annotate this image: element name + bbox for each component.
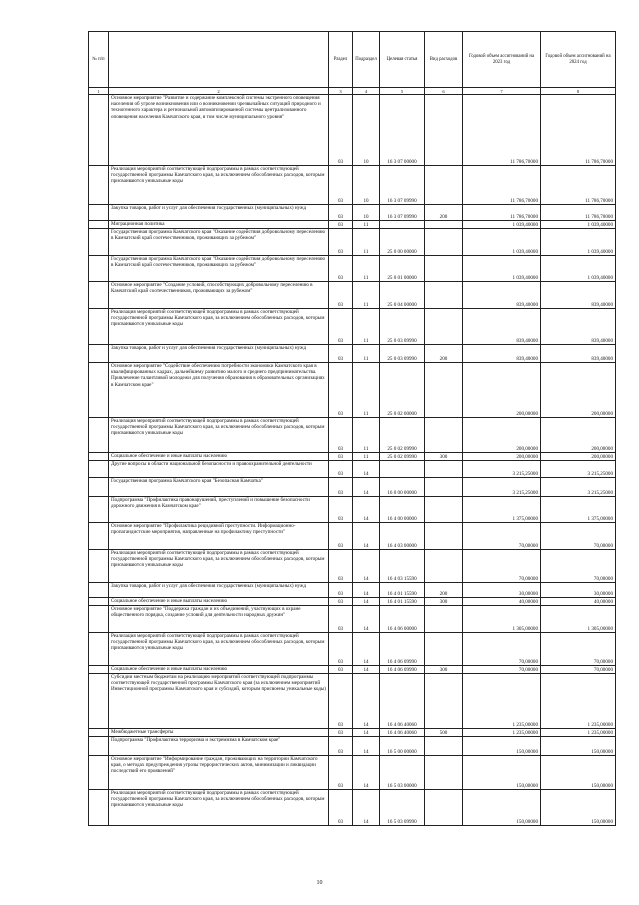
header-row (89, 32, 616, 88)
table-row (89, 729, 616, 737)
row-number-cell (89, 418, 109, 453)
header-cell-2024: Годовой объем ассигнований на 2024 год (541, 32, 616, 88)
table-row (89, 633, 616, 666)
row-vid-cell: 200 (425, 583, 463, 598)
column-number: 3 (329, 88, 353, 95)
row-podrazdel-cell: 14 (353, 478, 380, 497)
row-value-2023-cell: 200,00000 (463, 418, 541, 453)
table-row (89, 166, 616, 205)
row-podrazdel-cell: 14 (353, 790, 380, 826)
page-number: 10 (316, 880, 323, 886)
row-number-cell (89, 166, 109, 205)
row-value-2024-cell: 11 786,70000 (541, 205, 616, 221)
column-number: 8 (541, 88, 616, 95)
row-name-cell: Реализация мероприятий соответствующей подпрограммы в рамках соответствующей государственной программы Камчатского края, за исключением обособленных расходов, которым присваиваются уникальные коды (109, 633, 329, 666)
row-vid-cell: 300 (425, 598, 463, 606)
row-value-2024-cell: 70,00000 (541, 523, 616, 550)
table-row (89, 583, 616, 598)
row-number-cell (89, 674, 109, 729)
row-razdel-cell: 03 (329, 790, 353, 826)
row-name-cell: Социальное обеспечение и иные выплаты населению (109, 598, 329, 606)
table-row (89, 756, 616, 790)
row-value-2024-cell: 1 039,40000 (541, 256, 616, 282)
row-statya-cell: 25 0 02 09990 (380, 453, 425, 461)
row-value-2023-cell: 70,00000 (463, 550, 541, 583)
row-vid-cell: 200 (425, 345, 463, 363)
row-statya-cell: 16 5 03 00000 (380, 756, 425, 790)
header-cell-name (109, 32, 329, 88)
row-number-cell (89, 497, 109, 523)
row-value-2024-cell: 839,40000 (541, 309, 616, 345)
row-statya-cell: 16 3 07 09990 (380, 166, 425, 205)
row-value-2023-cell: 1 039,40000 (463, 256, 541, 282)
table-body (89, 95, 616, 826)
row-number-cell (89, 598, 109, 606)
row-value-2023-cell: 839,40000 (463, 309, 541, 345)
row-number-cell (89, 205, 109, 221)
row-value-2023-cell: 11 786,70000 (463, 166, 541, 205)
row-razdel-cell: 03 (329, 95, 353, 166)
row-razdel-cell: 03 (329, 550, 353, 583)
row-number-cell (89, 95, 109, 166)
row-razdel-cell: 03 (329, 309, 353, 345)
row-podrazdel-cell: 11 (353, 309, 380, 345)
row-value-2023-cell: 40,00000 (463, 598, 541, 606)
row-vid-cell (425, 497, 463, 523)
row-podrazdel-cell: 14 (353, 550, 380, 583)
row-value-2023-cell: 150,00000 (463, 756, 541, 790)
row-razdel-cell: 03 (329, 497, 353, 523)
row-razdel-cell: 03 (329, 453, 353, 461)
row-value-2023-cell: 1 235,00000 (463, 674, 541, 729)
row-podrazdel-cell: 11 (353, 453, 380, 461)
row-podrazdel-cell: 14 (353, 729, 380, 737)
row-vid-cell: 300 (425, 453, 463, 461)
row-number-cell (89, 666, 109, 674)
row-number-cell (89, 256, 109, 282)
table-row (89, 205, 616, 221)
row-number-cell (89, 790, 109, 826)
row-razdel-cell: 03 (329, 598, 353, 606)
column-number: 1 (89, 88, 109, 95)
row-statya-cell: 16 5 03 09990 (380, 790, 425, 826)
row-podrazdel-cell: 14 (353, 523, 380, 550)
row-name-cell: Другие вопросы в области национальной безопасности и правоохранительной деятельности (109, 461, 329, 478)
row-podrazdel-cell: 14 (353, 598, 380, 606)
row-statya-cell: 25 0 04 00000 (380, 282, 425, 309)
row-statya-cell: 16 5 00 00000 (380, 737, 425, 756)
header-cell-vid: Вид расходов (425, 32, 463, 88)
row-statya-cell: 16 3 07 00000 (380, 95, 425, 166)
row-number-cell (89, 729, 109, 737)
row-value-2023-cell: 839,40000 (463, 282, 541, 309)
row-value-2024-cell: 11 786,70000 (541, 95, 616, 166)
row-value-2023-cell: 1 039,40000 (463, 221, 541, 229)
row-razdel-cell: 03 (329, 523, 353, 550)
row-name-cell: Субсидии местным бюджетам на реализацию мероприятий соответствующей подпрограммы соответствующей государственной программы Камчатского края (за исключением мероприятий Инвестиционной программы Камчатского края и субсидий, которым присвоены уникальные коды) (109, 674, 329, 729)
row-value-2024-cell: 839,40000 (541, 345, 616, 363)
row-statya-cell: 16 4 01 15590 (380, 583, 425, 598)
row-podrazdel-cell: 10 (353, 166, 380, 205)
row-statya-cell: 16 4 06 00000 (380, 606, 425, 633)
row-vid-cell (425, 756, 463, 790)
row-podrazdel-cell: 11 (353, 229, 380, 256)
row-value-2024-cell: 70,00000 (541, 666, 616, 674)
row-value-2023-cell: 30,00000 (463, 583, 541, 598)
table-row (89, 737, 616, 756)
row-value-2024-cell: 839,40000 (541, 282, 616, 309)
row-vid-cell: 200 (425, 205, 463, 221)
row-podrazdel-cell: 11 (353, 221, 380, 229)
row-razdel-cell: 03 (329, 256, 353, 282)
row-value-2023-cell: 1 039,40000 (463, 229, 541, 256)
row-podrazdel-cell: 10 (353, 205, 380, 221)
header-cell-razdel: Раздел (329, 32, 353, 88)
row-value-2024-cell: 70,00000 (541, 550, 616, 583)
row-podrazdel-cell: 14 (353, 583, 380, 598)
row-name-cell: Государственная программа Камчатского края "Оказание содействия добровольному переселению в Камчатский край соотечественников, проживающих за рубежом" (109, 229, 329, 256)
row-statya-cell (380, 461, 425, 478)
row-value-2024-cell: 150,00000 (541, 790, 616, 826)
table-row (89, 229, 616, 256)
row-vid-cell (425, 256, 463, 282)
table-row (89, 606, 616, 633)
row-value-2024-cell: 3 215,25000 (541, 478, 616, 497)
row-vid-cell (425, 95, 463, 166)
row-vid-cell (425, 282, 463, 309)
row-statya-cell: 16 4 06 40060 (380, 674, 425, 729)
row-value-2024-cell: 1 235,00000 (541, 729, 616, 737)
table-row (89, 221, 616, 229)
row-number-cell (89, 221, 109, 229)
row-statya-cell: 16 4 06 09990 (380, 666, 425, 674)
row-value-2024-cell: 1 039,40000 (541, 229, 616, 256)
row-podrazdel-cell: 11 (353, 282, 380, 309)
row-value-2023-cell: 150,00000 (463, 790, 541, 826)
table-row (89, 95, 616, 166)
row-number-cell (89, 606, 109, 633)
row-number-cell (89, 633, 109, 666)
row-value-2023-cell: 839,40000 (463, 345, 541, 363)
row-statya-cell: 25 0 02 09990 (380, 418, 425, 453)
row-podrazdel-cell: 14 (353, 606, 380, 633)
table-row (89, 666, 616, 674)
row-podrazdel-cell: 11 (353, 418, 380, 453)
row-statya-cell: 16 4 03 15590 (380, 550, 425, 583)
row-value-2024-cell: 200,00000 (541, 363, 616, 418)
row-value-2023-cell: 150,00000 (463, 737, 541, 756)
row-vid-cell: 300 (425, 666, 463, 674)
row-name-cell: Реализация мероприятий соответствующей подпрограммы в рамках соответствующей государственной программы Камчатского края, за исключением обособленных расходов, которым присваиваются уникальные коды (109, 418, 329, 453)
row-statya-cell: 16 0 00 00000 (380, 478, 425, 497)
row-name-cell: Подпрограмма "Профилактика правонарушений, преступлений и повышение безопасности дорожного движения в Камчатском крае" (109, 497, 329, 523)
row-name-cell: Реализация мероприятий соответствующей подпрограммы в рамках соответствующей государственной программы Камчатского края, за исключением обособленных расходов, которым присваиваются уникальные коды (109, 790, 329, 826)
row-value-2023-cell: 200,00000 (463, 363, 541, 418)
row-name-cell: Основное мероприятие "Поддержка граждан и их объединений, участвующих в охране общественного порядка, создание условий для деятельности народных дружин" (109, 606, 329, 633)
row-razdel-cell: 03 (329, 418, 353, 453)
column-number: 2 (109, 88, 329, 95)
row-razdel-cell: 03 (329, 363, 353, 418)
row-value-2024-cell: 1 375,00000 (541, 497, 616, 523)
row-name-cell: Реализация мероприятий соответствующей подпрограммы в рамках соответствующей государственной программы Камчатского края, за исключением обособленных расходов, которым присваиваются уникальные коды (109, 309, 329, 345)
row-value-2024-cell: 40,00000 (541, 598, 616, 606)
row-razdel-cell: 03 (329, 345, 353, 363)
table-row (89, 497, 616, 523)
table-row (89, 453, 616, 461)
row-name-cell: Основное мероприятие "Содействие обеспечению потребности экономики Камчатского края в квалифицированных кадрах, дальнейшему развитию малого и среднего предпринимательства. Привлечение талантливой молодежи для получения образования в образовательных организациях в Камчатском крае" (109, 363, 329, 418)
header-cell-2023: Годовой объем ассигнований на 2023 год (463, 32, 541, 88)
row-number-cell (89, 550, 109, 583)
row-statya-cell: 16 4 00 00000 (380, 497, 425, 523)
row-name-cell: Реализация мероприятий соответствующей подпрограммы в рамках соответствующей государственной программы Камчатского края, за исключением обособленных расходов, которым присваиваются уникальные коды (109, 550, 329, 583)
row-podrazdel-cell: 14 (353, 633, 380, 666)
row-statya-cell: 25 0 03 09990 (380, 309, 425, 345)
row-value-2023-cell: 1 235,00000 (463, 729, 541, 737)
row-name-cell: Социальное обеспечение и иные выплаты населению (109, 453, 329, 461)
row-razdel-cell: 03 (329, 583, 353, 598)
row-podrazdel-cell: 14 (353, 756, 380, 790)
row-razdel-cell: 03 (329, 229, 353, 256)
row-razdel-cell: 03 (329, 729, 353, 737)
column-number: 5 (380, 88, 425, 95)
table-row (89, 363, 616, 418)
row-vid-cell (425, 523, 463, 550)
row-vid-cell (425, 674, 463, 729)
row-razdel-cell: 03 (329, 221, 353, 229)
row-number-cell (89, 478, 109, 497)
column-number: 6 (425, 88, 463, 95)
row-razdel-cell: 03 (329, 674, 353, 729)
row-name-cell: Подпрограмма "Профилактика терроризма и экстремизма в Камчатском крае" (109, 737, 329, 756)
row-value-2023-cell: 200,00000 (463, 453, 541, 461)
table-row (89, 256, 616, 282)
table-row (89, 282, 616, 309)
row-vid-cell (425, 363, 463, 418)
row-statya-cell: 16 4 06 09990 (380, 633, 425, 666)
row-razdel-cell: 03 (329, 606, 353, 633)
row-value-2023-cell: 3 215,25000 (463, 461, 541, 478)
row-podrazdel-cell: 10 (353, 95, 380, 166)
row-podrazdel-cell: 14 (353, 737, 380, 756)
header-cell-number: № п/п (89, 32, 109, 88)
row-name-cell: Социальное обеспечение и иные выплаты населению (109, 666, 329, 674)
table-row (89, 345, 616, 363)
row-value-2023-cell: 1 305,00000 (463, 606, 541, 633)
row-vid-cell (425, 418, 463, 453)
row-razdel-cell: 03 (329, 205, 353, 221)
row-vid-cell (425, 737, 463, 756)
row-name-cell: Закупка товаров, работ и услуг для обеспечения государственных (муниципальных) нужд (109, 583, 329, 598)
row-vid-cell (425, 309, 463, 345)
row-name-cell: Основное мероприятие "Профилактика рецидивной преступности. Информационно-пропагандистские мероприятия, направленные на профилактику преступности" (109, 523, 329, 550)
row-value-2024-cell: 200,00000 (541, 418, 616, 453)
column-number: 4 (353, 88, 380, 95)
row-statya-cell: 25 0 03 09990 (380, 345, 425, 363)
row-vid-cell (425, 478, 463, 497)
row-name-cell: Закупка товаров, работ и услуг для обеспечения государственных (муниципальных) нужд (109, 205, 329, 221)
row-statya-cell: 16 4 03 00000 (380, 523, 425, 550)
column-number: 7 (463, 88, 541, 95)
row-value-2023-cell: 1 375,00000 (463, 497, 541, 523)
row-value-2023-cell: 70,00000 (463, 666, 541, 674)
row-name-cell: Миграционная политика (109, 221, 329, 229)
table-row (89, 478, 616, 497)
row-value-2024-cell: 1 305,00000 (541, 606, 616, 633)
row-razdel-cell: 03 (329, 166, 353, 205)
row-podrazdel-cell: 14 (353, 497, 380, 523)
row-vid-cell (425, 166, 463, 205)
row-vid-cell (425, 606, 463, 633)
table-row (89, 309, 616, 345)
budget-table (88, 31, 616, 826)
row-statya-cell (380, 221, 425, 229)
row-name-cell: Государственная программа Камчатского края "Оказание содействия добровольному переселению в Камчатский край соотечественников, проживающих за рубежом" (109, 256, 329, 282)
row-vid-cell (425, 229, 463, 256)
row-name-cell: Закупка товаров, работ и услуг для обеспечения государственных (муниципальных) нужд (109, 345, 329, 363)
row-statya-cell: 25 0 01 00000 (380, 256, 425, 282)
row-statya-cell: 25 0 02 00000 (380, 363, 425, 418)
table-row (89, 523, 616, 550)
row-name-cell: Основное мероприятие "Информирование граждан, проживающих на территории Камчатского края, о методах предупреждения угрозы террористических актов, минимизации и ликвидации последствий его проявлений" (109, 756, 329, 790)
table-row (89, 790, 616, 826)
row-number-cell (89, 363, 109, 418)
row-statya-cell: 16 4 01 15590 (380, 598, 425, 606)
table-row (89, 461, 616, 478)
row-statya-cell: 16 3 07 09990 (380, 205, 425, 221)
row-podrazdel-cell: 11 (353, 363, 380, 418)
row-value-2023-cell: 11 786,70000 (463, 95, 541, 166)
row-number-cell (89, 282, 109, 309)
header-cell-statya: Целевая статья (380, 32, 425, 88)
row-razdel-cell: 03 (329, 756, 353, 790)
row-number-cell (89, 229, 109, 256)
table-row (89, 598, 616, 606)
row-vid-cell (425, 633, 463, 666)
row-vid-cell (425, 550, 463, 583)
row-statya-cell: 16 4 06 40060 (380, 729, 425, 737)
row-name-cell: Государственная программа Камчатского края "Безопасная Камчатка" (109, 478, 329, 497)
row-number-cell (89, 309, 109, 345)
table-row (89, 418, 616, 453)
row-number-cell (89, 737, 109, 756)
row-razdel-cell: 03 (329, 461, 353, 478)
row-name-cell: Межбюджетные трансферты (109, 729, 329, 737)
row-razdel-cell: 03 (329, 478, 353, 497)
row-podrazdel-cell: 14 (353, 461, 380, 478)
row-statya-cell: 25 0 00 00000 (380, 229, 425, 256)
row-razdel-cell: 03 (329, 633, 353, 666)
row-podrazdel-cell: 11 (353, 256, 380, 282)
table-row (89, 674, 616, 729)
row-number-cell (89, 523, 109, 550)
row-value-2023-cell: 70,00000 (463, 633, 541, 666)
row-value-2023-cell: 70,00000 (463, 523, 541, 550)
row-number-cell (89, 583, 109, 598)
row-value-2024-cell: 200,00000 (541, 453, 616, 461)
row-value-2023-cell: 3 215,25000 (463, 478, 541, 497)
row-value-2024-cell: 11 786,70000 (541, 166, 616, 205)
row-vid-cell (425, 790, 463, 826)
table-row (89, 550, 616, 583)
row-number-cell (89, 453, 109, 461)
column-number-row (89, 88, 616, 95)
row-value-2024-cell: 30,00000 (541, 583, 616, 598)
row-vid-cell (425, 461, 463, 478)
row-value-2024-cell: 150,00000 (541, 756, 616, 790)
row-name-cell: Основное мероприятие "Создание условий, способствующих добровольному переселению в Камчатский край соотечественников, проживающих за рубежом" (109, 282, 329, 309)
row-value-2024-cell: 150,00000 (541, 737, 616, 756)
row-number-cell (89, 345, 109, 363)
row-value-2024-cell: 1 039,40000 (541, 221, 616, 229)
row-razdel-cell: 03 (329, 282, 353, 309)
row-podrazdel-cell: 14 (353, 666, 380, 674)
row-vid-cell (425, 221, 463, 229)
header-cell-podrazdel: Подраздел (353, 32, 380, 88)
row-razdel-cell: 03 (329, 666, 353, 674)
row-value-2024-cell: 1 235,00000 (541, 674, 616, 729)
row-number-cell (89, 461, 109, 478)
row-value-2023-cell: 11 786,70000 (463, 205, 541, 221)
row-number-cell (89, 756, 109, 790)
row-podrazdel-cell: 14 (353, 674, 380, 729)
row-vid-cell: 500 (425, 729, 463, 737)
row-value-2024-cell: 70,00000 (541, 633, 616, 666)
row-podrazdel-cell: 11 (353, 345, 380, 363)
row-value-2024-cell: 3 215,25000 (541, 461, 616, 478)
row-name-cell: Основное мероприятие "Развитие и содержание комплексной системы экстренного оповещения населения об угрозе возникновения или о возникновении чрезвычайных ситуаций природного и техногенного характера и региональной автоматизированной системы централизованного оповещения населения Камчатского края, в том числе муниципального уровня" (109, 95, 329, 166)
row-name-cell: Реализация мероприятий соответствующей подпрограммы в рамках соответствующей государственной программы Камчатского края, за исключением обособленных расходов, которым присваиваются уникальные коды (109, 166, 329, 205)
row-razdel-cell: 03 (329, 737, 353, 756)
